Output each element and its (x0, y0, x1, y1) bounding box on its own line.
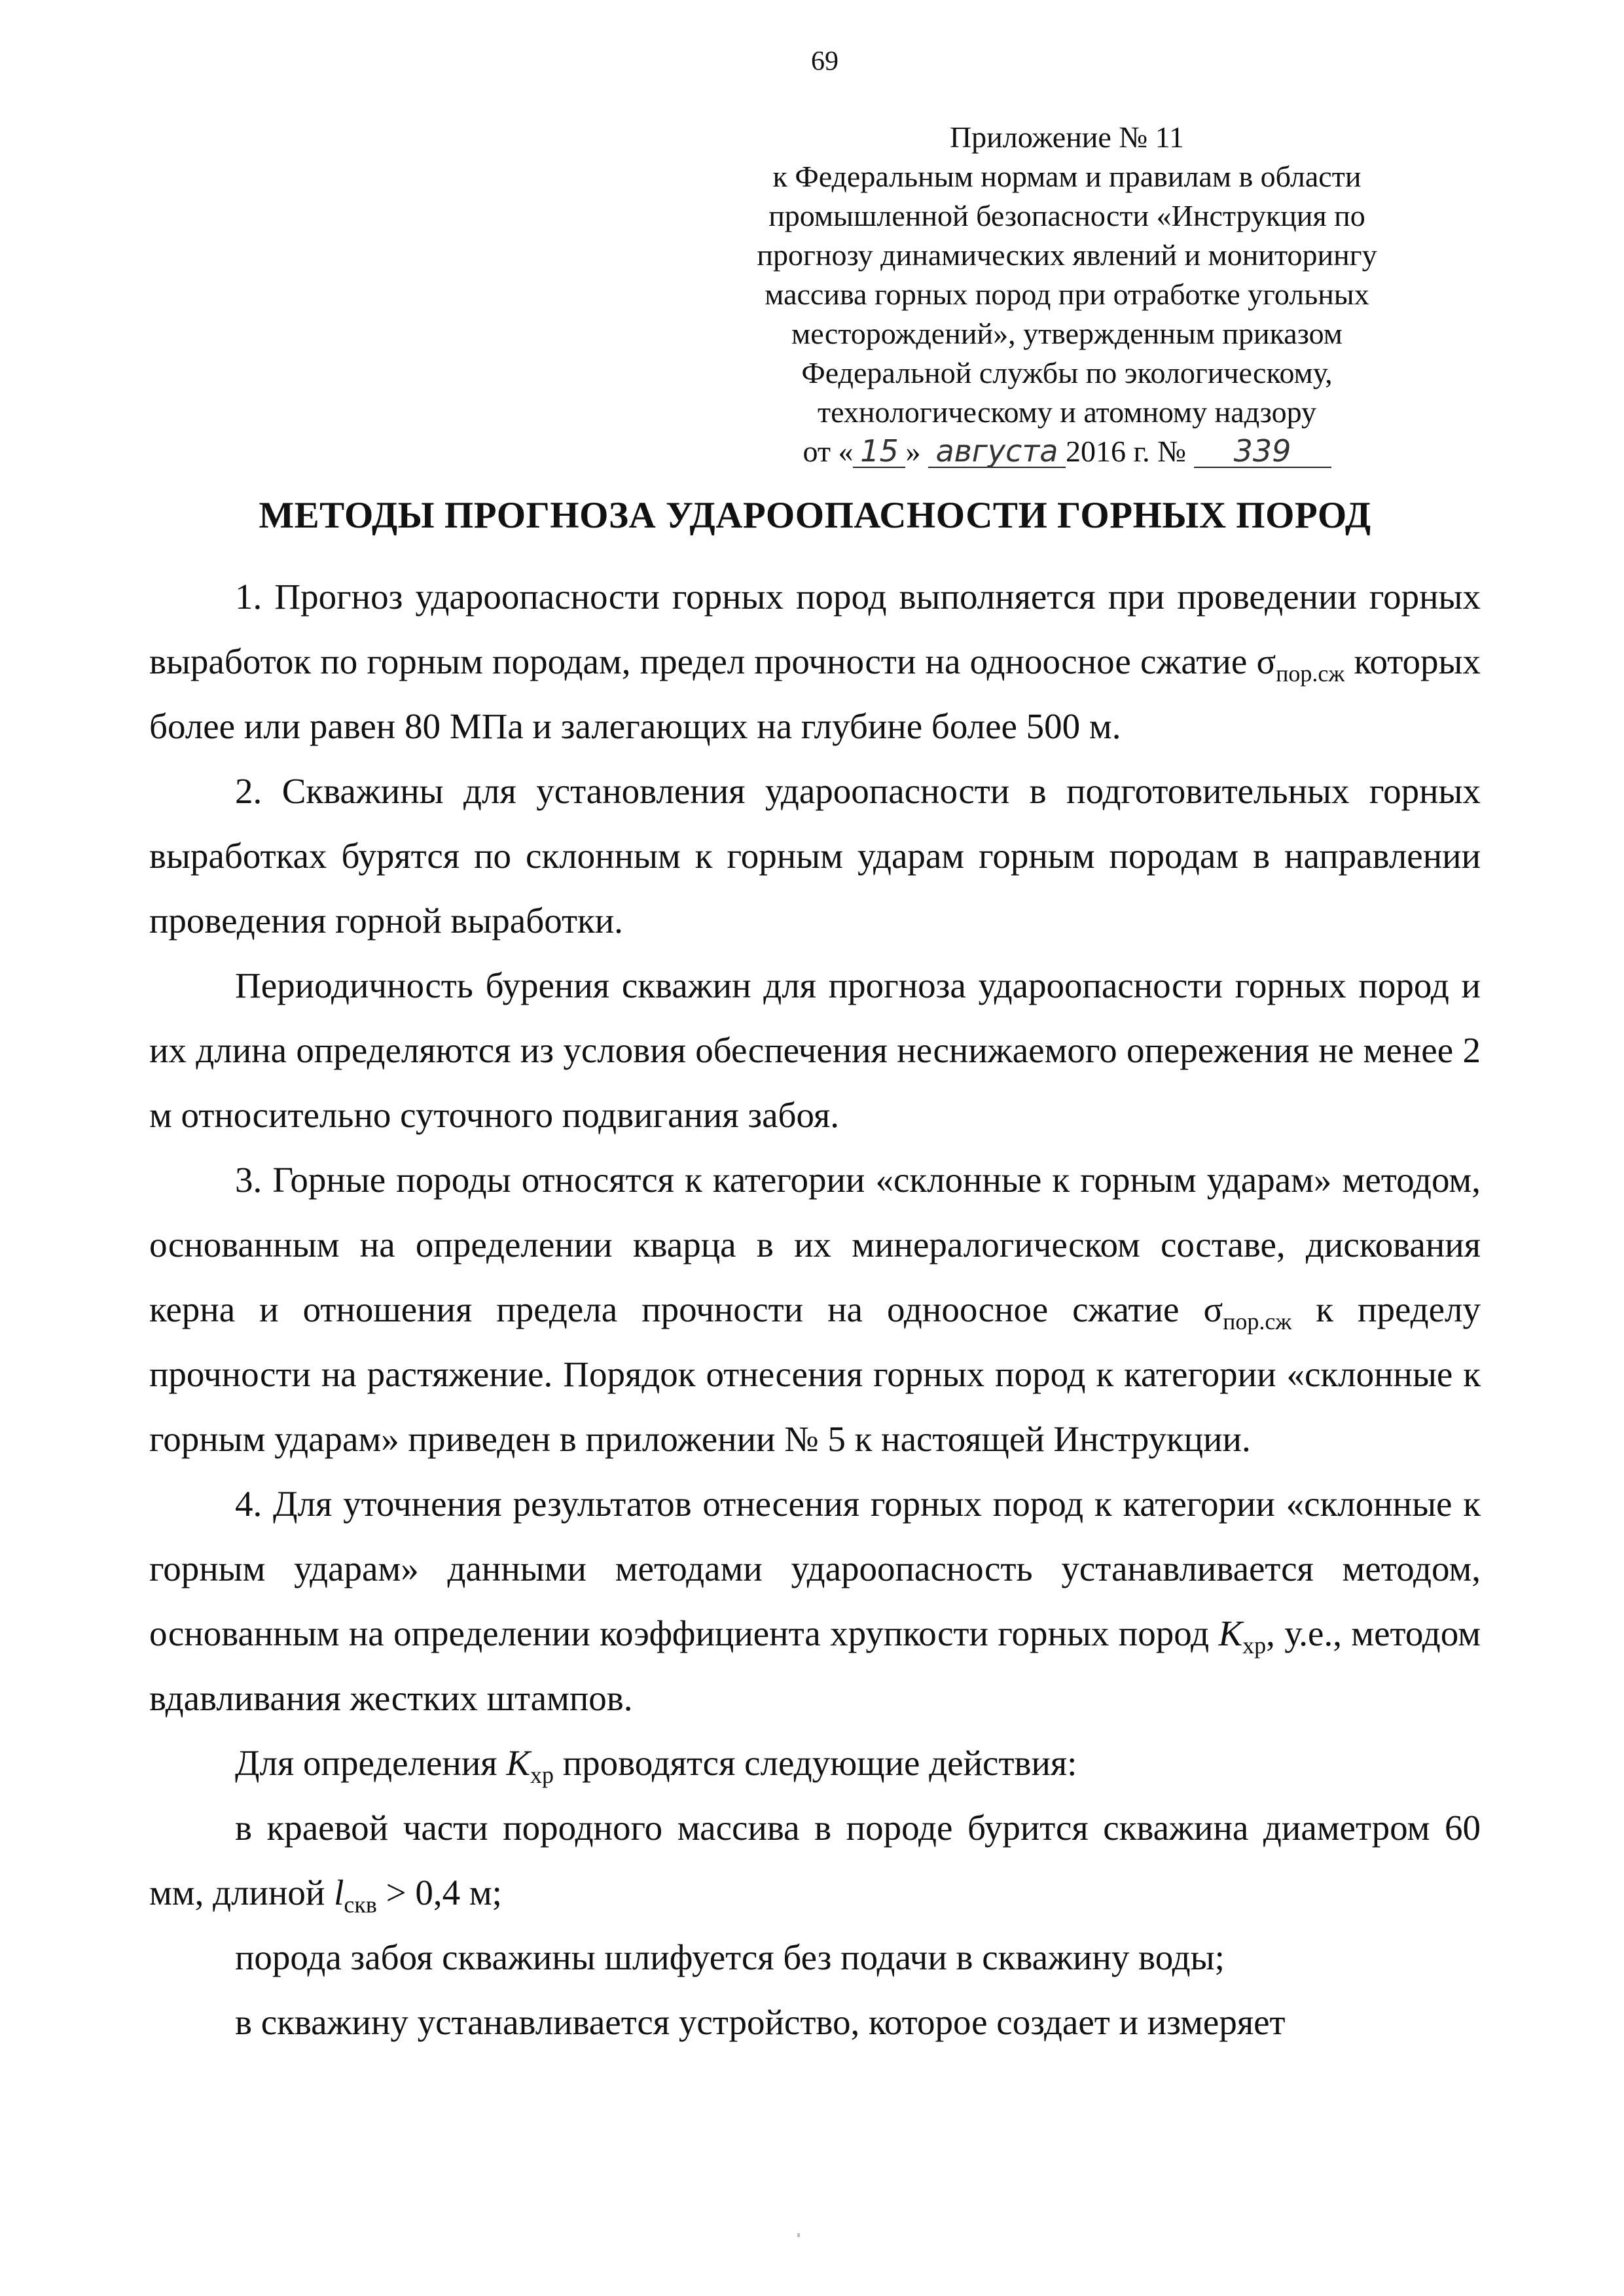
subscript: хр (530, 1762, 554, 1788)
symbol-k: K (506, 1743, 530, 1783)
document-title: МЕТОДЫ ПРОГНОЗА УДАРООПАСНОСТИ ГОРНЫХ ПОРОД (259, 495, 1371, 536)
text-run: 3. Горные породы относятся к категории «склонные к горным ударам» методом, основанным на определении кварца в их минералогическом составе, дискования керна и отношения предела прочности на одноосное сжатие σ (149, 1160, 1481, 1329)
handwritten-order-number: 339 (1194, 435, 1331, 468)
text-run: Для определения (235, 1743, 507, 1783)
text-run: , у.е., методом вдавливания жестких штампов. (149, 1613, 1481, 1718)
order-date-line (733, 432, 1401, 471)
text-run: в краевой части породного массива в породе бурится скважина диаметром 60 мм, длиной (149, 1808, 1481, 1912)
paragraph-8: порода забоя скважины шлифуется без подачи в скважину воды; (235, 1937, 1225, 1977)
date-prefix: от « (803, 435, 854, 468)
date-year: 2016 г. № (1065, 435, 1187, 468)
paragraph-6 (149, 1731, 1481, 1795)
document-body (149, 564, 1481, 2054)
paragraph-2: 2. Скважины для установления удароопасности в подготовительных горных выработках бурятся по склонным к горным ударам горным породам в направлении проведения горной выработки. (149, 771, 1481, 941)
paragraph-7 (149, 1795, 1481, 1925)
subscript: пор.сж (1223, 1308, 1292, 1335)
page-number: 69 (811, 46, 839, 77)
paragraph-1 (149, 564, 1481, 759)
appendix-line: промышленной безопасности «Инструкция по (768, 199, 1365, 232)
appendix-header (733, 118, 1401, 471)
text-run: 4. Для уточнения результатов отнесения горных пород к категории «склонные к горным ударам» данными методами удароопасность устанавливается методом, основанным на определении коэффициента хрупкости горных пород (149, 1484, 1481, 1653)
text-run: к пределу прочности на растяжение. Порядок отнесения горных пород к категории «склонные к горным ударам» приведен в приложении № 5 к настоящей Инструкции. (149, 1289, 1481, 1459)
appendix-line: к Федеральным нормам и правилам в области (772, 160, 1362, 193)
appendix-line: технологическому и атомному надзору (818, 395, 1316, 429)
handwritten-month: августа (928, 435, 1066, 468)
handwritten-day: 15 (853, 435, 905, 468)
subscript: скв (344, 1892, 377, 1918)
subscript: хр (1242, 1632, 1267, 1659)
appendix-line: Приложение № 11 (949, 120, 1185, 154)
symbol-l: l (334, 1873, 344, 1912)
date-mid: » (905, 435, 921, 468)
paragraph-9: в скважину устанавливается устройство, которое создает и измеряет (235, 2002, 1286, 2042)
symbol-k: K (1218, 1613, 1243, 1653)
paragraph-4 (149, 1147, 1481, 1471)
text-run: > 0,4 м; (376, 1873, 502, 1912)
subscript: пор.сж (1276, 660, 1345, 687)
text-run: проводятся следующие действия: (554, 1743, 1077, 1783)
appendix-line: прогнозу динамических явлений и мониторингу (757, 238, 1377, 272)
appendix-line: массива горных пород при отработке угольных (765, 278, 1369, 311)
text-run: 1. Прогноз удароопасности горных пород выполняется при проведении горных выработок по горным породам, предел прочности на одноосное сжатие σ (149, 577, 1481, 681)
paragraph-3: Периодичность бурения скважин для прогноза удароопасности горных пород и их длина определяются из условия обеспечения неснижаемого опережения не менее 2 м относительно суточного подвигания забоя. (149, 965, 1481, 1135)
appendix-line: месторождений», утвержденным приказом (791, 317, 1343, 350)
text-run: которых более или равен 80 МПа и залегающих на глубине более 500 м. (149, 641, 1481, 746)
scan-speck (797, 2233, 800, 2237)
paragraph-5 (149, 1471, 1481, 1731)
appendix-line: Федеральной службы по экологическому, (801, 356, 1333, 389)
